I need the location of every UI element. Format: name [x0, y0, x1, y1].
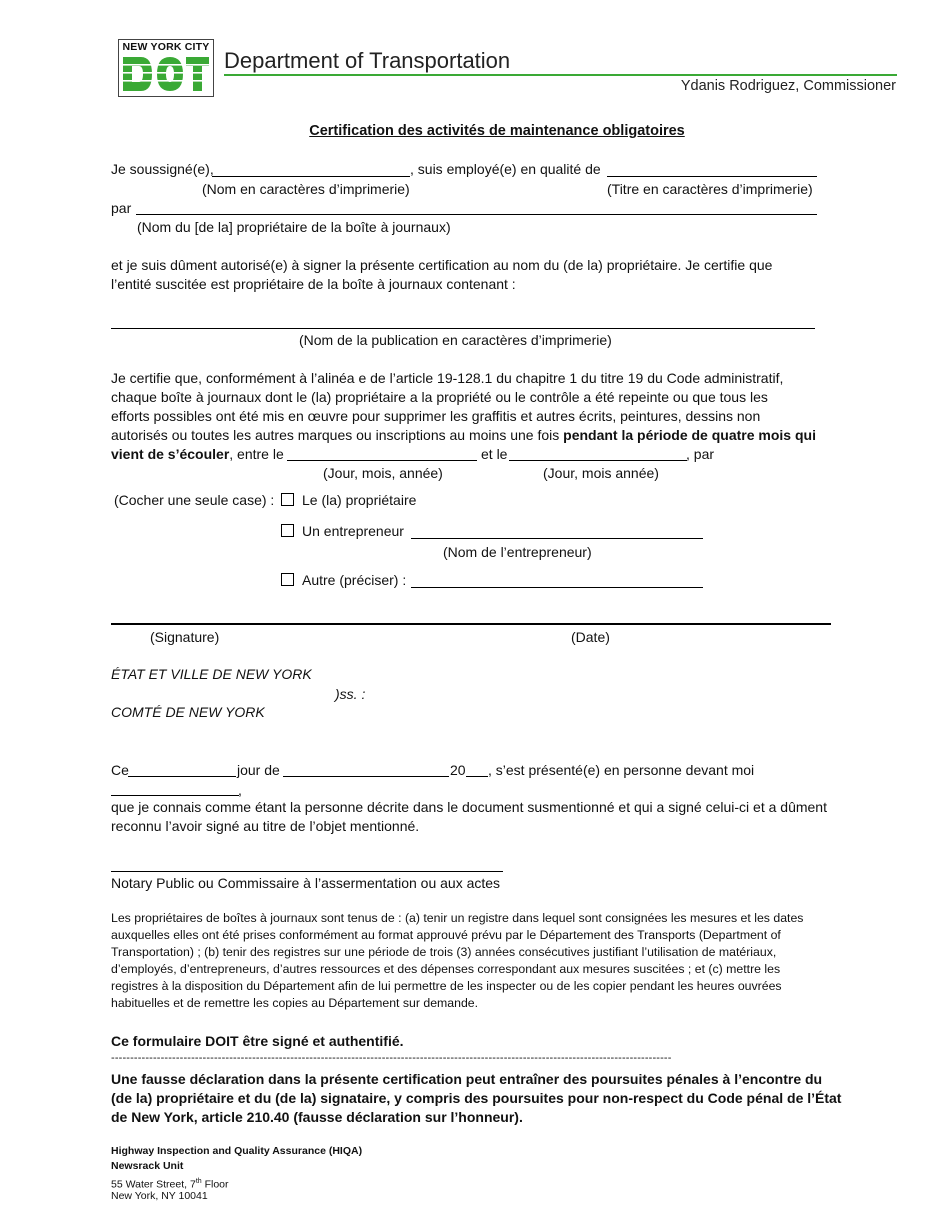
publication-name-field[interactable] [111, 328, 815, 329]
signature-caption: (Signature) [150, 629, 220, 645]
ce-text: Ce [111, 762, 129, 778]
footer-street-pre: 55 Water Street, 7 [111, 1178, 196, 1191]
warning-line-2: (de la) propriétaire et du (de la) signataire, y compris des poursuites pour non-respect du Code pénal de l’État [111, 1090, 842, 1106]
owners-note-4: d’employés, d’entrepreneurs, d’autres ressources et des dépenses correspondant aux mesures suscitées ; et (c) mettre les [111, 962, 781, 976]
owner-option[interactable] [281, 491, 416, 510]
employed-as-text: , suis employé(e) en qualité de [410, 161, 601, 177]
certify-line-5-bold: vient de s’écouler [111, 446, 230, 462]
month-field[interactable] [283, 776, 449, 777]
notary-signature-field[interactable] [111, 871, 503, 872]
contractor-name-field[interactable] [411, 538, 703, 539]
known-text-2: reconnu l’avoir signé au titre de l’objet mentionné. [111, 818, 420, 834]
contractor-checkbox[interactable] [281, 524, 294, 537]
ss-label: )ss. : [335, 686, 366, 702]
owners-note-2: auxquelles elles ont été prises conformément au format approuvé prévu par le Département des Transports (Department of [111, 928, 781, 942]
dot-letters-graphic [121, 55, 211, 93]
end-date-caption: (Jour, mois année) [543, 465, 659, 481]
owner-name-field[interactable] [136, 214, 817, 215]
start-date-field[interactable] [287, 460, 477, 461]
owner-checkbox[interactable] [281, 493, 294, 506]
authorized-text-1: et je suis dûment autorisé(e) à signer la présente certification au nom du (de la) propriétaire. Je certifie que [111, 257, 773, 273]
name-caption: (Nom en caractères d’imprimerie) [202, 181, 410, 197]
appeared-name-field[interactable] [111, 795, 239, 796]
day-field[interactable] [128, 776, 236, 777]
by-label: par [111, 200, 132, 216]
contractor-option[interactable] [281, 522, 404, 541]
certify-line-1: Je certifie que, conformément à l’alinéa e de l’article 19-128.1 du chapitre 1 du titre 19 du Code administratif, [111, 370, 784, 386]
checkbox-instruction: (Cocher une seule case) : [114, 492, 275, 508]
certify-line-4-normal: autorisés ou toutes les autres marques ou inscriptions au moins une fois [111, 427, 560, 443]
owner-caption: (Nom du [de la] propriétaire de la boîte à journaux) [137, 219, 451, 235]
owners-note-3: Transportation) ; (b) tenir des registres sur une période de trois (3) années consécutives justifiant l’utilisation de matériaux, [111, 945, 777, 959]
footer-street-post: Floor [201, 1178, 229, 1191]
department-name: Department of Transportation [224, 48, 511, 73]
jour-de-text: jour de [237, 762, 280, 778]
year-prefix: 20 [450, 762, 466, 778]
warning-line-3: de New York, article 210.40 (fausse déclaration sur l’honneur). [111, 1109, 523, 1125]
title-caption: (Titre en caractères d’imprimerie) [607, 181, 813, 197]
comma-text: , [238, 782, 242, 798]
county-label: COMTÉ DE NEW YORK [111, 704, 265, 720]
contractor-option-label: Un entrepreneur [302, 523, 404, 539]
other-specify-field[interactable] [411, 587, 703, 588]
other-checkbox[interactable] [281, 573, 294, 586]
and-text: et le [481, 446, 508, 462]
contractor-caption: (Nom de l’entrepreneur) [443, 544, 592, 560]
known-text-1: que je connais comme étant la personne décrite dans le document susmentionné et qui a signé celui-ci et a dûment [111, 799, 827, 815]
certify-line-4-bold: pendant la période de quatre mois qui [563, 427, 816, 443]
certify-line-5 [111, 445, 284, 464]
must-sign-notice: Ce formulaire DOIT être signé et authentifié. [111, 1033, 404, 1049]
logo-top-text: NEW YORK CITY [122, 41, 210, 53]
footer-street-sup: th [195, 1178, 202, 1185]
footer-unit-2: Newsrack Unit [111, 1160, 184, 1172]
by-text-2: , par [686, 446, 715, 462]
owners-note-6: habituelles et de remettre les copies au Département sur demande. [111, 996, 479, 1010]
warning-line-1: Une fausse déclaration dans la présente certification peut entraîner des poursuites pénales à l’encontre du [111, 1071, 823, 1087]
authorized-text-2: l’entité suscitée est propriétaire de la boîte à journaux contenant : [111, 276, 516, 292]
appeared-text: , s’est présenté(e) en personne devant moi [488, 762, 755, 778]
start-date-caption: (Jour, mois, année) [323, 465, 443, 481]
undersigned-prefix: Je soussigné(e), [111, 161, 214, 177]
owner-option-label: Le (la) propriétaire [302, 492, 417, 508]
publication-caption: (Nom de la publication en caractères d’imprimerie) [299, 332, 612, 348]
page-title: Certification des activités de maintenance obligatoires [309, 123, 685, 139]
certify-line-4 [111, 426, 816, 445]
footer-unit-1: Highway Inspection and Quality Assurance (HIQA) [111, 1145, 363, 1157]
dot-logo [118, 39, 214, 97]
between-text: , entre le [229, 446, 284, 462]
end-date-field[interactable] [509, 460, 687, 461]
state-label: ÉTAT ET VILLE DE NEW YORK [111, 666, 312, 682]
signature-line[interactable] [111, 623, 831, 625]
owners-note-1: Les propriétaires de boîtes à journaux sont tenus de : (a) tenir un registre dans lequel sont consignées les mesures et les dates [111, 911, 804, 925]
commissioner-name: Ydanis Rodriguez, Commissioner [680, 78, 896, 94]
certify-line-2: chaque boîte à journaux dont le (la) propriétaire a la propriété ou le contrôle a été repeinte ou que tous les [111, 389, 768, 405]
certify-line-3: efforts possibles ont été mis en œuvre pour supprimer les graffitis et autres écrits, peintures, dessins non [111, 408, 761, 424]
owners-note-5: registres à la disposition du Département afin de lui permettre de les inspecter ou de les copier pendant les heures ouvrées [111, 979, 782, 993]
other-option-label: Autre (préciser) : [302, 572, 407, 588]
footer-city: New York, NY 10041 [111, 1190, 208, 1202]
other-option[interactable] [281, 571, 406, 590]
job-title-field[interactable] [607, 176, 817, 177]
header-rule [224, 74, 897, 76]
date-caption: (Date) [571, 629, 610, 645]
year-field[interactable] [466, 776, 488, 777]
dashed-separator: --------------------------------------------------------------------------------------------------------------------------------------------------- [111, 1052, 672, 1064]
name-field[interactable] [212, 176, 410, 177]
notary-caption: Notary Public ou Commissaire à l’assermentation ou aux actes [111, 875, 501, 891]
